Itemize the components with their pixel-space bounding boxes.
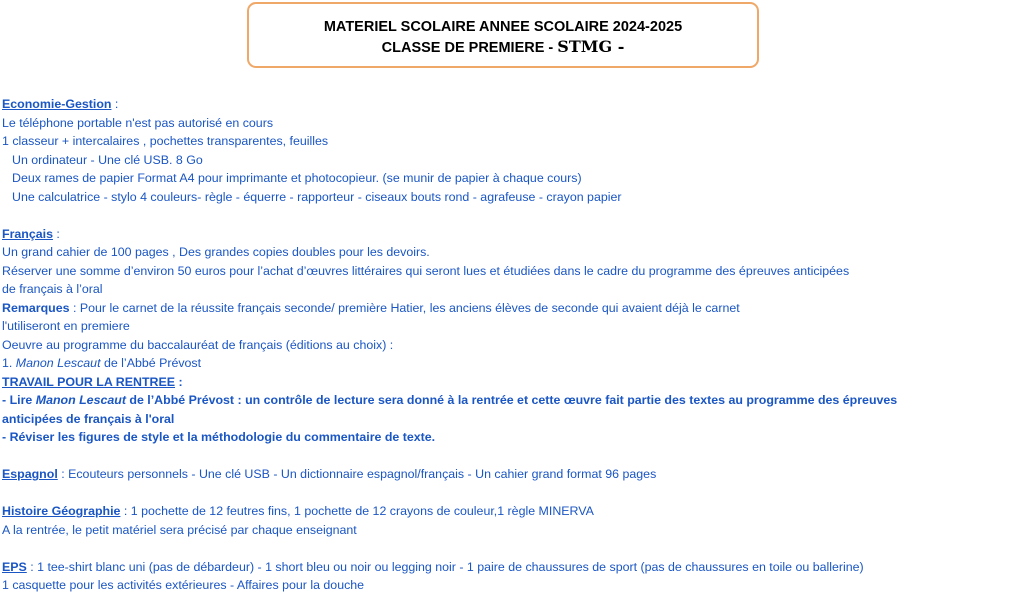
fr-travail-2: - Réviser les figures de style et la méthodologie du commentaire de texte. (2, 430, 436, 444)
section-heading-economie (2, 95, 1017, 114)
title-class-suffix: - (612, 37, 625, 56)
oeuvre-number: 1. (2, 356, 16, 370)
title-line-class (249, 37, 757, 58)
hg-line-2: A la rentrée, le petit matériel sera précisé par chaque enseignant (2, 522, 357, 537)
fr-travail-1 (2, 391, 1017, 410)
document-title-box (247, 2, 759, 68)
fr-oeuvre (2, 354, 1017, 373)
document-body (2, 95, 1017, 595)
title-class-prefix: CLASSE DE PREMIERE - (381, 40, 558, 56)
heading-economie-colon: : (111, 97, 119, 111)
espagnol-text: : Ecouteurs personnels - Une clé USB - Un dictionnaire espagnol/français - Un cahier grand format 96 pages (57, 467, 657, 481)
eps-text: : 1 tee-shirt blanc uni (pas de débardeur) - 1 short bleu ou noir ou legging noir - 1 paire de chaussures de sport (pas de chaussures en toile ou ballerine) (26, 559, 864, 574)
oeuvre-title: Manon Lescaut (15, 356, 101, 370)
histoire-geo-text: : 1 pochette de 12 feutres fins, 1 pochette de 12 crayons de couleur,1 règle MINERVA (120, 504, 594, 518)
remarques-text: : Pour le carnet de la réussite français seconde/ première Hatier, les anciens élèves de seconde qui avaient déjà le carnet (69, 300, 740, 315)
heading-francais: Français (2, 226, 53, 241)
section-histoire-geo (2, 502, 1017, 521)
travail-1-suffix: de l’Abbé Prévost : un contrôle de lecture sera donné à la rentrée et cette œuvre fait partie des textes au programme des épreuves (125, 393, 898, 407)
heading-espagnol: Espagnol (2, 467, 58, 481)
fr-line-1: Un grand cahier de 100 pages , Des grandes copies doubles pour les devoirs. (2, 245, 430, 259)
fr-line-5: l'utiliseront en premiere (2, 319, 130, 333)
heading-economie: Economie-Gestion (2, 97, 112, 111)
travail-1-title: Manon Lescaut (35, 393, 126, 407)
eco-line-4: Deux rames de papier Format A4 pour imprimante et photocopieur. (se munir de papier à chaque cours) (12, 171, 582, 185)
eco-line-5: Une calculatrice - stylo 4 couleurs- règle - équerre - rapporteur - ciseaux bouts rond - agrafeuse - crayon papier (12, 189, 622, 204)
fr-travail-1-cont: anticipées de français à l'oral (2, 411, 175, 426)
travail-1-prefix: - Lire (2, 393, 36, 407)
travail-colon: : (175, 374, 183, 389)
section-eps (2, 558, 1017, 577)
eco-line-3: Un ordinateur - Une clé USB. 8 Go (12, 152, 203, 167)
heading-eps: EPS (2, 559, 27, 574)
fr-line-3: de français à l’oral (2, 282, 103, 296)
eps-line-2: 1 casquette pour les activités extérieures - Affaires pour la douche (2, 578, 365, 592)
title-class-name: STMG (557, 37, 613, 56)
remarques-label: Remarques (2, 300, 70, 315)
fr-line-2: Réserver une somme d’environ 50 euros pour l’achat d’œuvres littéraires qui seront lues et étudiées dans le cadre du programme des épreuves anticipées (2, 263, 850, 278)
heading-histoire-geo: Histoire Géographie (2, 504, 121, 518)
fr-travail-heading (2, 373, 1017, 392)
heading-francais-colon: : (52, 226, 60, 241)
oeuvre-author: de l’Abbé Prévost (100, 356, 202, 370)
spacer (2, 447, 1017, 466)
travail-heading: TRAVAIL POUR LA RENTREE (2, 374, 176, 389)
section-espagnol (2, 465, 1017, 484)
fr-line-6: Oeuvre au programme du baccalauréat de français (éditions au choix) : (2, 337, 394, 352)
spacer (2, 206, 1017, 225)
eco-line-1: Le téléphone portable n'est pas autorisé en cours (2, 115, 274, 130)
section-heading-francais (2, 225, 1017, 244)
spacer (2, 484, 1017, 503)
fr-remarques (2, 299, 1017, 318)
spacer (2, 539, 1017, 558)
eco-line-2: 1 classeur + intercalaires , pochettes transparentes, feuilles (2, 134, 329, 148)
title-line-year: MATERIEL SCOLAIRE ANNEE SCOLAIRE 2024-2025 (323, 19, 683, 35)
